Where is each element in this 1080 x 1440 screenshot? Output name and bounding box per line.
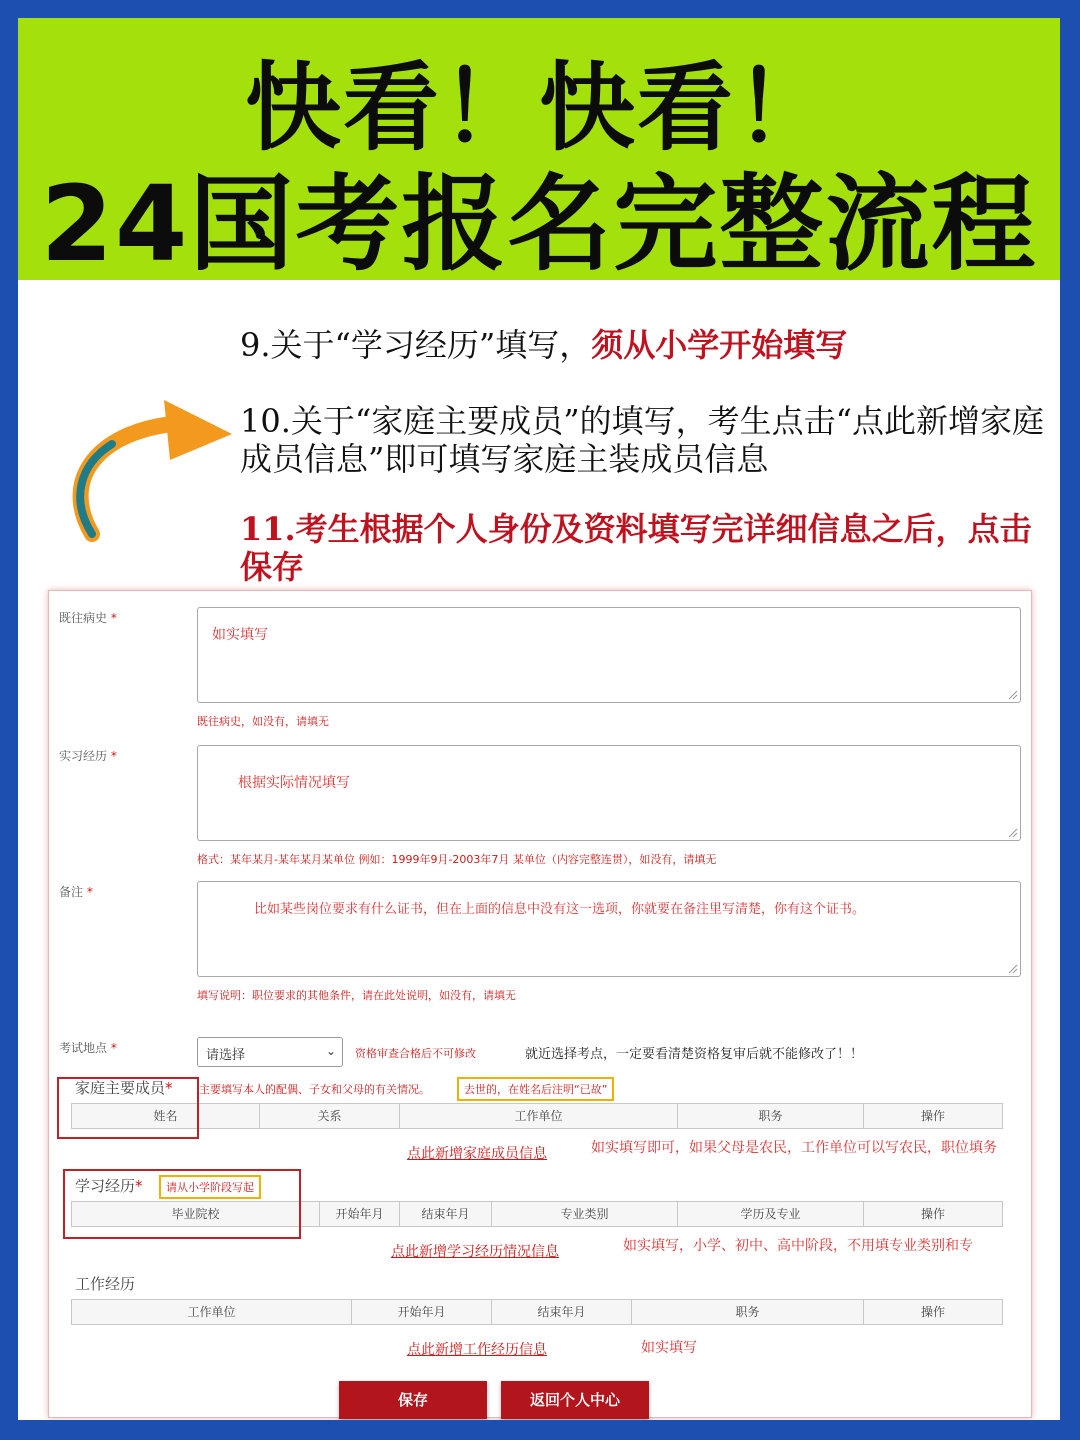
exam-site-note: 资格审查合格后不可修改 <box>355 1047 476 1060</box>
remarks-textarea[interactable] <box>197 881 1021 977</box>
remarks-label: 备注 * <box>59 885 93 899</box>
column-header: 操作 <box>920 1305 945 1319</box>
internship-textarea[interactable] <box>197 745 1021 841</box>
medical-history-placeholder: 如实填写 <box>212 627 268 643</box>
work-section-title: 工作经历 <box>75 1275 136 1293</box>
education-yellow-note: 请从小学阶段写起 <box>159 1175 261 1199</box>
save-button[interactable]: 保存 <box>339 1381 487 1419</box>
title-banner <box>18 18 1060 285</box>
column-header: 操作 <box>920 1109 945 1123</box>
family-yellow-note: 去世的，在姓名后注明“已故” <box>457 1077 614 1101</box>
medical-history-textarea[interactable] <box>197 607 1021 703</box>
exam-site-label: 考试地点 * <box>59 1041 117 1055</box>
education-tip: 如实填写，小学、初中、高中阶段，不用填专业类别和专 <box>623 1238 973 1254</box>
step-11: 11.考生根据个人身份及资料填写完详细信息之后，点击保存 <box>240 510 1032 586</box>
resize-grip-icon[interactable] <box>1008 690 1018 700</box>
step-9-prefix: 9.关于“学习经历”填写， <box>240 326 592 364</box>
highlight-box <box>57 1077 199 1139</box>
column-header: 开始年月 <box>320 1202 400 1226</box>
curved-arrow-icon <box>52 394 252 544</box>
resize-grip-icon[interactable] <box>1008 964 1018 974</box>
medical-history-hint: 既往病史，如没有，请填无 <box>197 715 329 728</box>
family-section-title: 家庭主要成员* <box>75 1079 173 1097</box>
step-9-emphasis: 须从小学开始填写 <box>591 326 848 364</box>
resize-grip-icon[interactable] <box>1008 828 1018 838</box>
column-header: 职务 <box>632 1300 864 1324</box>
medical-history-label: 既往病史 * <box>59 611 117 625</box>
back-to-profile-button[interactable]: 返回个人中心 <box>501 1381 649 1419</box>
banner-line-1: 快看！快看！ <box>245 52 833 164</box>
add-education-link[interactable]: 点此新增学习经历情况信息 <box>391 1244 559 1260</box>
step-10: 10.关于“家庭主要成员”的填写，考生点击“点此新增家庭成员信息”即可填写家庭主装成员信息 <box>240 402 1044 478</box>
work-tip: 如实填写 <box>641 1340 697 1356</box>
internship-hint: 格式：某年某月-某年某月某单位 例如：1999年9月-2003年7月 某单位（内容完整连贯），如没有，请填无 <box>197 853 717 866</box>
column-header: 工作单位 <box>72 1300 352 1324</box>
education-section-title: 学习经历* <box>75 1177 143 1195</box>
work-table-header <box>71 1299 1003 1325</box>
family-tip: 如实填写即可，如果父母是农民，工作单位可以写农民，职位填务 <box>591 1140 997 1156</box>
column-header: 学历及专业 <box>678 1202 864 1226</box>
step-9 <box>240 326 1050 364</box>
column-header: 开始年月 <box>352 1300 492 1324</box>
internship-label: 实习经历 * <box>59 749 117 763</box>
application-form <box>48 590 1032 1418</box>
column-header: 工作单位 <box>400 1104 678 1128</box>
banner-line-2: 24国考报名完整流程 <box>40 163 1038 285</box>
add-family-member-link[interactable]: 点此新增家庭成员信息 <box>407 1146 547 1162</box>
column-header: 结束年月 <box>492 1300 632 1324</box>
column-header: 姓名 <box>72 1104 260 1128</box>
column-header: 职务 <box>678 1104 864 1128</box>
column-header: 结束年月 <box>400 1202 492 1226</box>
highlight-box <box>63 1169 301 1239</box>
add-work-experience-link[interactable]: 点此新增工作经历信息 <box>407 1342 547 1358</box>
exam-site-selected: 请选择 <box>206 1048 246 1063</box>
column-header: 毕业院校 <box>72 1202 320 1226</box>
exam-site-tip: 就近选择考点，一定要看清楚资格复审后就不能修改了！！ <box>525 1047 864 1062</box>
column-header: 操作 <box>920 1207 945 1221</box>
column-header: 关系 <box>260 1104 400 1128</box>
internship-placeholder: 根据实际情况填写 <box>238 775 350 791</box>
remarks-hint: 填写说明：职位要求的其他条件，请在此处说明，如没有，请填无 <box>197 989 516 1002</box>
exam-site-select[interactable] <box>197 1037 343 1067</box>
column-header: 专业类别 <box>492 1202 678 1226</box>
poster-panel <box>18 18 1060 1420</box>
family-note: 主要填写本人的配偶、子女和父母的有关情况。 <box>199 1083 430 1096</box>
remarks-placeholder: 比如某些岗位要求有什么证书，但在上面的信息中没有这一选项，你就要在备注里写清楚，你有这个证书。 <box>254 902 866 917</box>
chevron-down-icon: ⌄ <box>325 1044 336 1058</box>
family-table-header <box>71 1103 1003 1129</box>
